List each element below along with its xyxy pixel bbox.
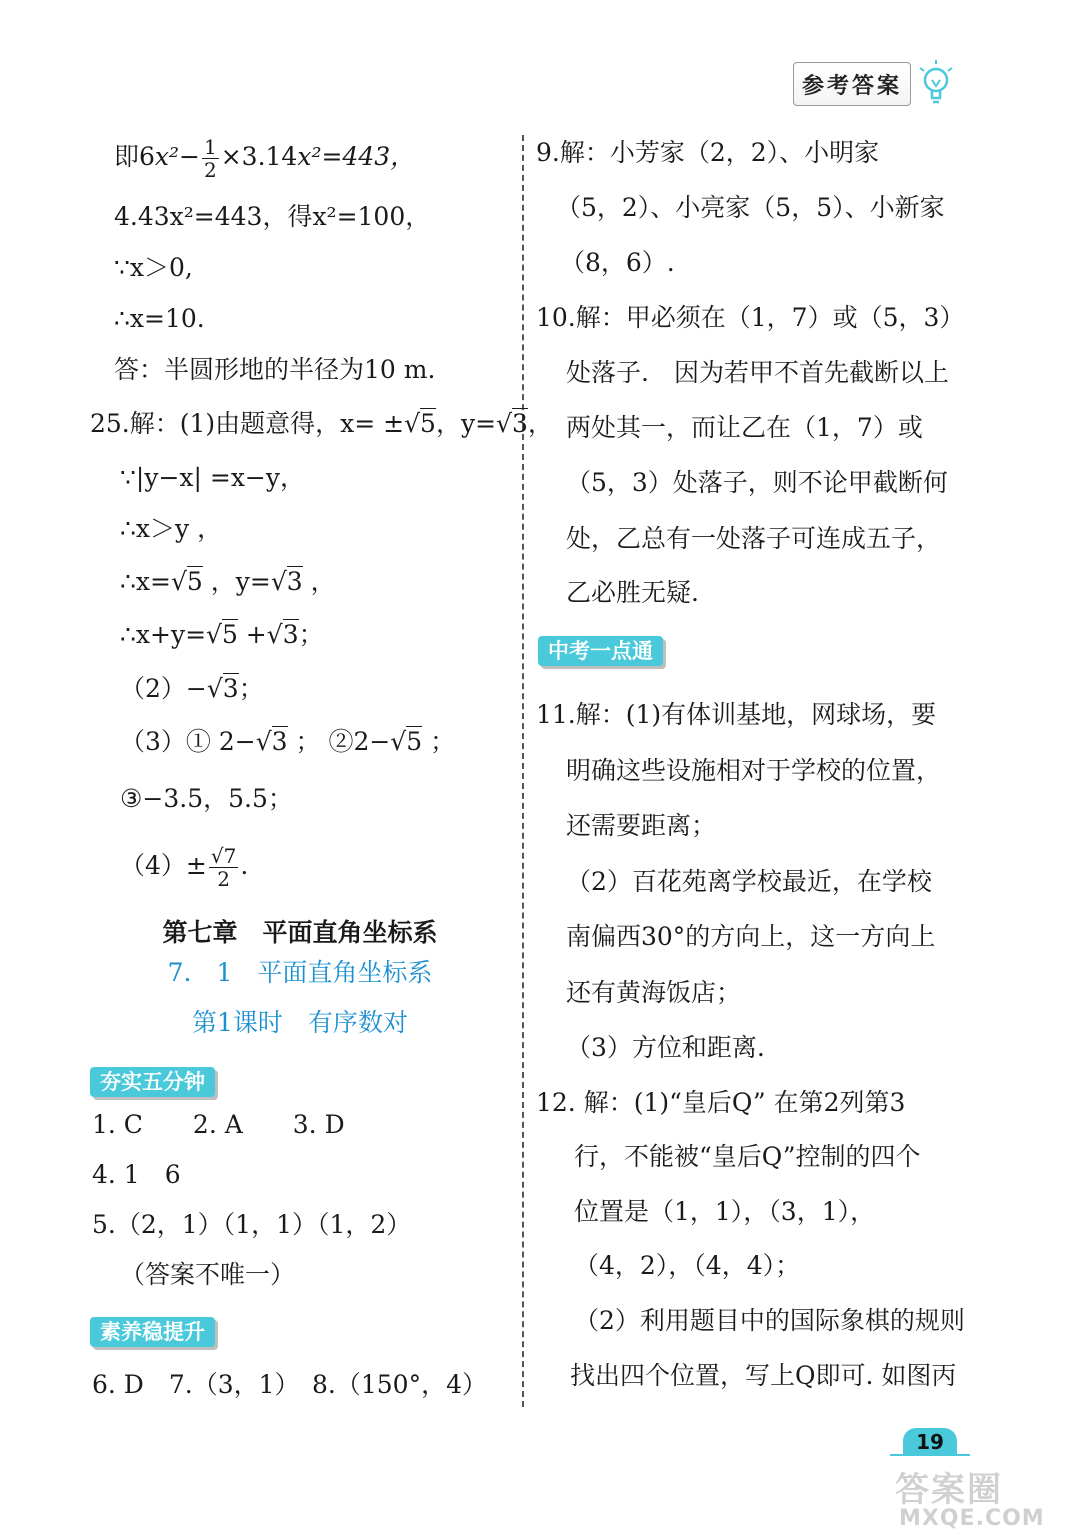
answer-line: 25.解：(1)由题意得，x= ±√5，y=√3， xyxy=(90,409,553,438)
chapter-title: 第七章 平面直角坐标系 xyxy=(162,918,438,947)
answer-line: 明确这些设施相对于学校的位置， xyxy=(566,756,942,785)
section-tag: 中考一点通 xyxy=(538,636,663,666)
answer-line: ③−3.5，5.5； xyxy=(120,784,293,813)
answer-line: ∵x＞0, xyxy=(114,253,193,282)
answer-line: ∵|y−x| =x−y， xyxy=(120,463,305,492)
answer-line: （5，3）处落子，则不论甲截断何 xyxy=(566,468,948,497)
answer-line: 还有黄海饭店； xyxy=(566,978,742,1007)
column-divider xyxy=(522,135,524,1407)
answer-line: 位置是（1，1），（3，1）， xyxy=(574,1197,876,1226)
answer-line: 答：半圆形地的半径为10 m. xyxy=(114,355,436,384)
answer-line: 即6x²− $\frac{1}{2}$ ×3.14x²=443， xyxy=(114,135,416,182)
answer-line: （2）百花苑离学校最近，在学校 xyxy=(566,867,932,896)
answer-line: 4.43x²=443，得x²=100， xyxy=(114,202,431,231)
answer-line: 4. 1 6 xyxy=(92,1160,181,1189)
section-badge: 参考答案 xyxy=(793,62,911,106)
lesson-title: 第1课时 有序数对 xyxy=(192,1008,408,1037)
answer-line: （4，2），（4，4）； xyxy=(574,1251,801,1280)
answer-line: 乙必胜无疑. xyxy=(566,578,699,607)
answer-line: 找出四个位置，写上Q即可. 如图丙 xyxy=(570,1361,957,1390)
section-tag: 夯实五分钟 xyxy=(90,1067,215,1097)
answer-line: （2）−√3； xyxy=(120,674,264,703)
answer-line: 南偏西30°的方向上，这一方向上 xyxy=(566,922,936,951)
answer-line: 12. 解：(1)“皇后Q” 在第2列第3 xyxy=(536,1088,906,1117)
answer-line: （3）方位和距离. xyxy=(566,1033,765,1062)
watermark xyxy=(895,1462,1065,1534)
answer-line: （答案不唯一） xyxy=(120,1260,296,1289)
section-tag: 素养稳提升 xyxy=(90,1317,215,1347)
answer-line: ∴x=√5 ，y=√3 ， xyxy=(120,567,336,596)
answer-line: 10.解：甲必须在（1，7）或（5，3） xyxy=(536,303,965,332)
answer-line: 处，乙总有一处落子可连成五子， xyxy=(566,524,942,553)
answer-line: 6. D 7.（3，1） 8.（150°，4） xyxy=(92,1370,487,1399)
answer-line: （5，2）、小亮家（5，5）、小新家 xyxy=(556,193,945,222)
answer-line: 两处其一，而让乙在（1，7）或 xyxy=(566,413,923,442)
answer-line: 11.解：(1)有体训基地，网球场，要 xyxy=(536,700,937,729)
answer-line: 处落子. 因为若甲不首先截断以上 xyxy=(566,358,949,387)
answer-line: 9.解：小芳家（2，2）、小明家 xyxy=(536,138,880,167)
answer-line: （2）利用题目中的国际象棋的规则 xyxy=(574,1306,965,1335)
fraction: $\frac{√7}{2}$ xyxy=(210,844,237,891)
answer-line: ∴x＞y ， xyxy=(120,514,223,543)
answer-line: 1. C 2. A 3. D xyxy=(92,1110,345,1139)
answer-line: ∴x+y=√5 +√3； xyxy=(120,620,324,649)
answer-line: ∴x=10. xyxy=(114,304,205,333)
answer-line: （3）① 2−√3 ； ②2−√5 ； xyxy=(120,727,456,756)
lightbulb-icon xyxy=(916,58,956,108)
answer-line: 行，不能被“皇后Q”控制的四个 xyxy=(574,1142,921,1171)
fraction: $\frac{1}{2}$ xyxy=(203,135,217,182)
answer-line: （8，6）. xyxy=(560,248,675,277)
watermark-logo-text: 答案圈 xyxy=(895,1470,1003,1510)
page-number-underline xyxy=(890,1454,970,1456)
section-title: 7. 1 平面直角坐标系 xyxy=(167,958,433,987)
answer-line: 5.（2，1）（1，1）（1，2） xyxy=(92,1210,412,1239)
answer-line: 还需要距离； xyxy=(566,811,717,840)
page-number: 19 xyxy=(903,1428,957,1454)
answer-line: （4）± $\frac{√7}{2}$ . xyxy=(120,844,249,891)
watermark-url: MXQE.COM xyxy=(899,1506,1045,1531)
